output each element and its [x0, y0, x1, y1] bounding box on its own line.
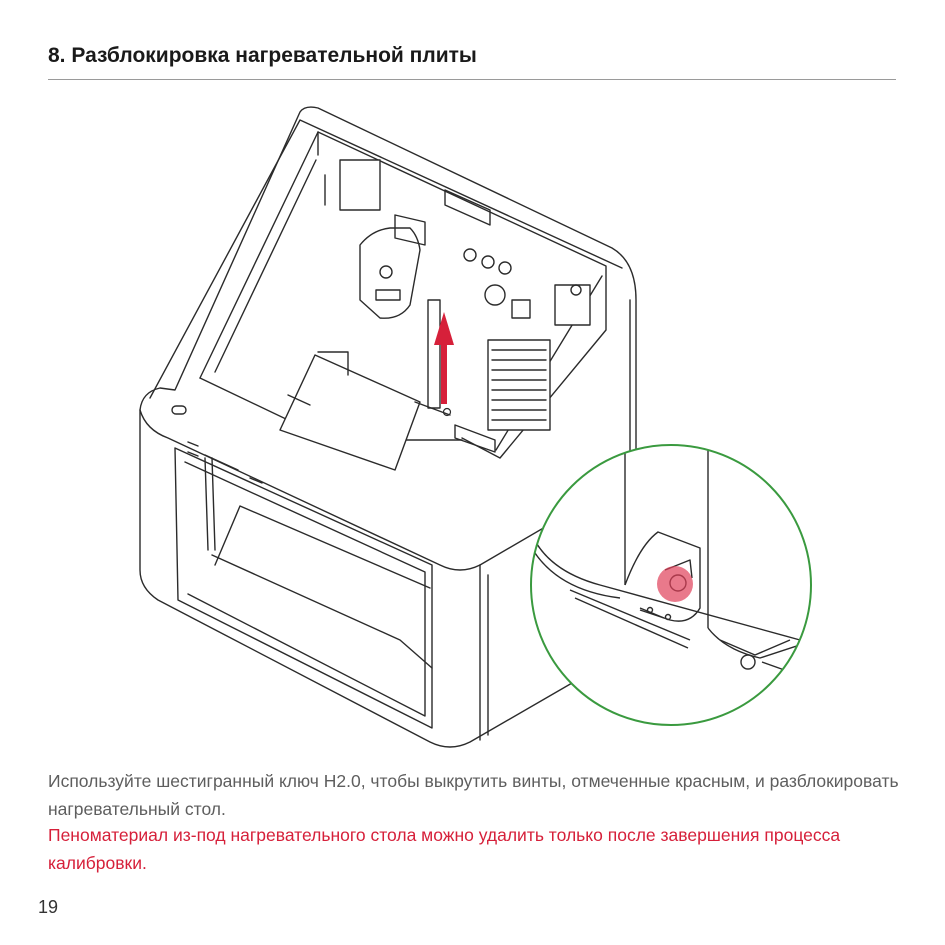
- zoom-callout: [530, 445, 815, 725]
- instruction-text: Используйте шестигранный ключ H2.0, чтобы выкрутить винты, отмеченные красным, и разблокировать нагревательный стол.: [48, 771, 899, 819]
- title-divider: [48, 79, 896, 80]
- screw-highlight: [657, 566, 693, 602]
- section-title: 8. Разблокировка нагревательной плиты: [48, 44, 477, 67]
- page-number: 19: [38, 897, 59, 917]
- warning-text: Пеноматериал из-под нагревательного стола можно удалить только после завершения процесса калибровки.: [48, 825, 841, 873]
- printer-illustration: [0, 95, 945, 755]
